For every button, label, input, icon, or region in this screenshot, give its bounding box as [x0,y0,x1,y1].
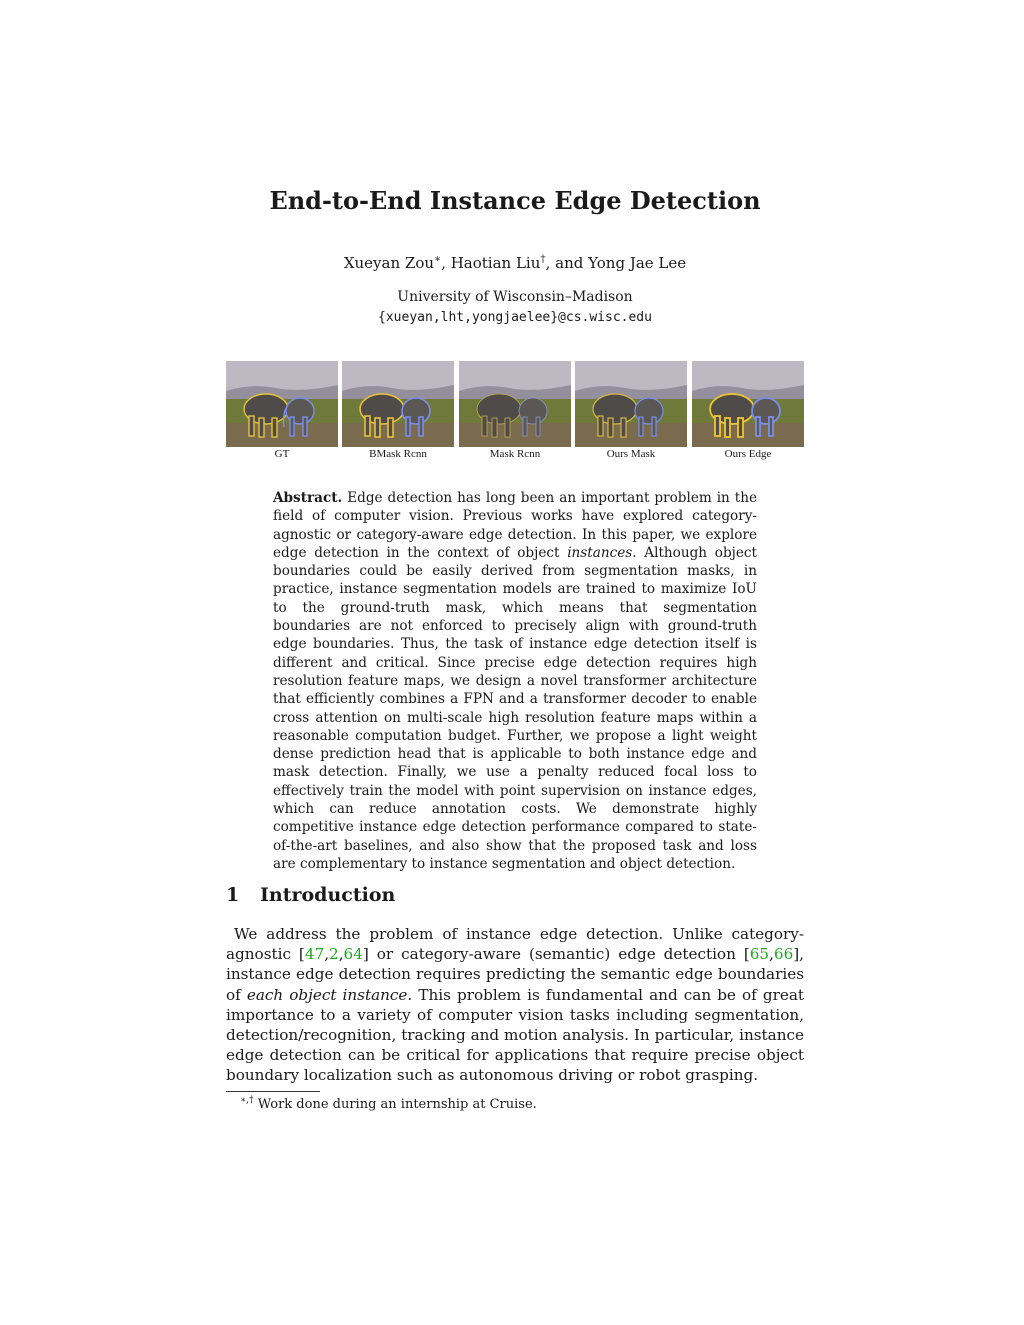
elephant-image [575,361,687,447]
section-title: Introduction [260,884,396,906]
figure-caption: Mask Rcnn [489,448,541,460]
section-heading [226,884,395,906]
figure-panel-ours-edge [692,361,804,447]
figure-caption: Ours Mask [606,448,656,460]
figure-caption: GT [274,448,290,460]
intro-text: We address the problem of instance edge detection. Unlike category-agnostic [ [226,925,804,964]
author-name: Haotian Liu [450,254,541,272]
footnote-text: Work done during an internship at Cruise. [257,1097,537,1112]
elephant-image [692,361,804,447]
author-list: Xueyan Zou∗, Haotian Liu†, and Yong Jae Lee [343,253,687,272]
intro-paragraph: We address the problem of instance edge detection. Unlike category-agnostic [47,2,64] or category-aware (semantic) edge detection [65,66], instance edge detection requires predicting the semantic edge boundaries of each object instance. This problem is fundamental and can be of great importance to a variety of computer vision tasks including segmentation, detection/recognition, tracking and motion analysis. In particular, instance edge detection can be critical for applications that require precise object boundary localization such as autonomous driving or robot grasping. [226,925,805,1085]
citation-link[interactable]: 65 [749,945,770,964]
author-mark: ∗ [434,253,442,265]
elephant-image [342,361,454,447]
figure-caption: BMask Rcnn [369,448,427,460]
footnote-marks: ∗,† [240,1095,254,1106]
abstract [273,489,757,873]
email-addresses: {xueyan,lht,yongjaelee}@cs.wisc.edu [378,310,652,325]
teaser-figure [226,361,804,447]
author-mark: † [540,253,546,265]
paper-title: End-to-End Instance Edge Detection [269,186,761,215]
section-number: 1 [226,884,240,906]
author-name: Xueyan Zou [343,254,435,272]
footnote-rule [226,1091,320,1092]
citation-link[interactable]: 47 [304,945,325,964]
citation-link[interactable]: 2 [329,945,339,964]
figure-panel-mask-rcnn [459,361,571,447]
elephant-image [459,361,571,447]
citation-link[interactable]: 64 [343,945,363,964]
abstract-emphasis: instances [567,544,633,561]
footnote [240,1097,537,1112]
figure-panel-ours-mask [575,361,687,447]
intro-emphasis: each object instance [246,985,408,1004]
intro-text: . This problem is fundamental and can be of great importance to a variety of computer vision tasks including segmentation, detection/recognition, tracking and motion analysis. In particular, instance edge detection can be critical for applications that require precise object boundary localization such as autonomous driving or robot grasping. [226,985,804,1085]
intro-text: ] or category-aware (semantic) edge detection [ [362,945,750,964]
intro-text: ], instance edge detection requires predicting the semantic edge boundaries of [226,945,805,1004]
citation-link[interactable]: 66 [773,945,794,964]
abstract-label: Abstract. [273,490,343,506]
figure-panel-bmask-rcnn [342,361,454,447]
abstract-text: . Although object boundaries could be easily derived from segmentation masks, in practice, instance segmentation models are trained to maximize IoU to the ground-truth mask, which means that segmentation boundaries are not enforced to precisely align with ground-truth edge boundaries. Thus, the task of instance edge detection itself is different and critical. Since precise edge detection requires high resolution feature maps, we design a novel transformer architecture that efficiently combines a FPN and a transformer decoder to enable cross attention on multi-scale high resolution feature maps within a reasonable computation budget. Further, we propose a light weight dense prediction head that is applicable to both instance edge and mask detection. Finally, we use a penalty reduced focal loss to effectively train the model with point supervision on instance edges, which can reduce annotation costs. We demonstrate highly competitive instance edge detection performance compared to state-of-the-art baselines, and also show that the proposed task and loss are complementary to instance segmentation and object detection. [273,544,758,872]
author-name: Yong Jae Lee [588,254,687,272]
elephant-image [226,361,338,447]
affiliation: University of Wisconsin–Madison [397,289,633,305]
figure-panel-gt [226,361,338,447]
abstract-text: Edge detection has long been an important problem in the field of computer vision. Previous works have explored category-agnostic or category-aware edge detection. In this paper, we explore edge detection in the context of object [273,490,758,561]
figure-caption: Ours Edge [724,448,772,460]
